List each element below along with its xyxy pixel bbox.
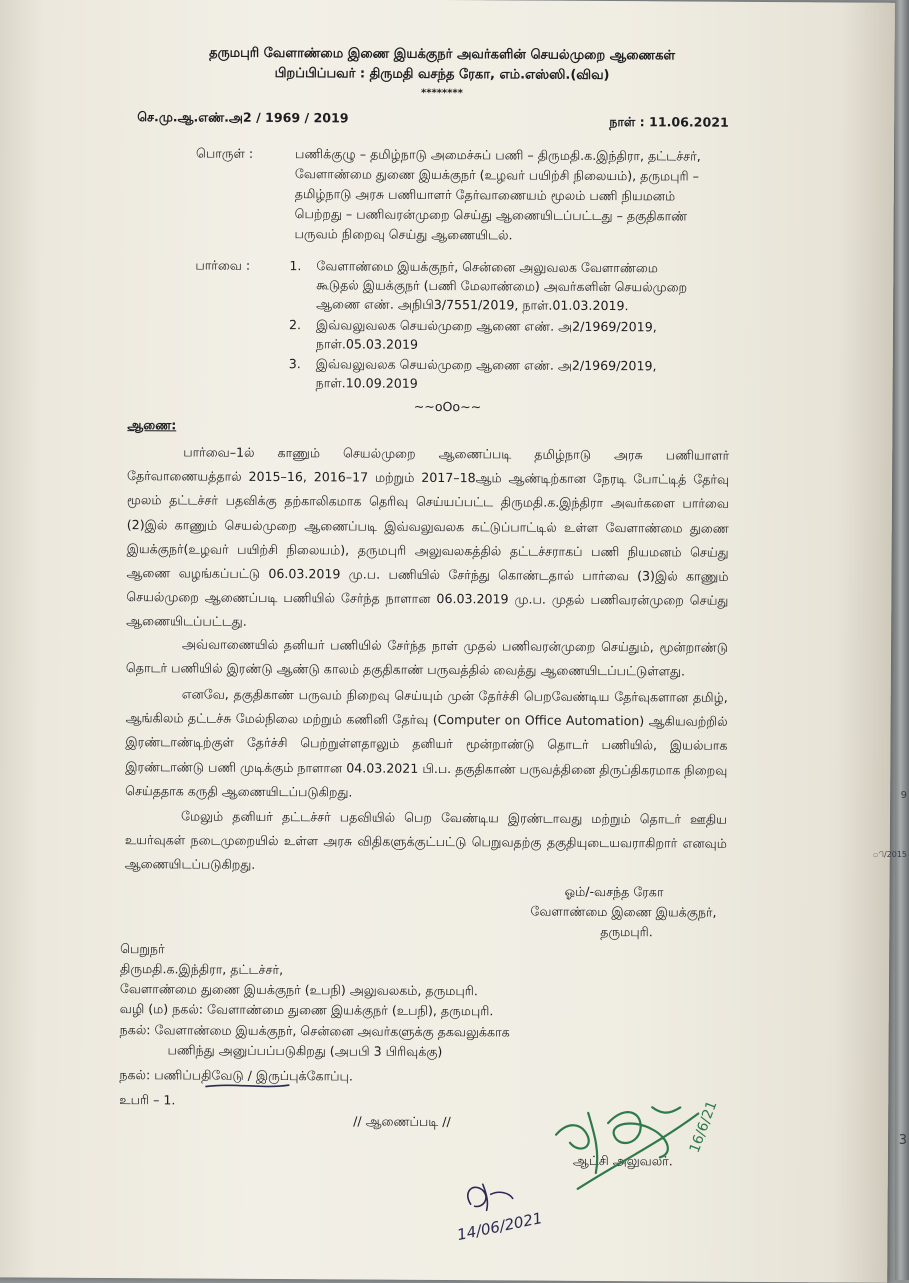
reference-line: வேளாண்மை இயக்குநர், சென்னை அலுவலக வேளாண்மை <box>316 258 658 276</box>
handwritten-date-text: 14/06/2021 <box>455 1208 544 1245</box>
signatory-designation: வேளாண்மை இணை இயக்குநர், <box>530 903 717 920</box>
copy-line: பணிந்து அனுப்பப்படுகிறது (அபபி 3 பிரிவுக்கு) <box>167 1042 443 1060</box>
section-divider: ~~oOo~~ <box>413 398 482 415</box>
reference-line: நாள்.10.09.2019 <box>315 375 418 391</box>
office-signatory: ஆட்சி அலுவலர். <box>572 1152 673 1169</box>
reference-line: ஆணை எண். அநிபி3/7551/2019, நாள்.01.03.2019. <box>316 296 629 314</box>
spare-copy-line: உபரி – 1. <box>119 1092 176 1108</box>
reference-line: கூடுதல் இயக்குநர் (பணி மேலாண்மை) அவர்களின் செயல்முறை <box>316 277 688 295</box>
copy-line: நகல்: வேளாண்மை இயக்குநர், சென்னை அவர்களுக்கு தகவலுக்காக <box>119 1022 510 1040</box>
references-label: பார்வை : <box>195 257 251 273</box>
issuer-line: பிறப்பிப்பவர் : திருமதி வசந்த ரேகா, எம்.எஸ்ஸி.(விவ) <box>274 65 610 84</box>
recipient-label: பெறுநர் <box>120 941 165 957</box>
edge-mark: 3 <box>898 1133 907 1148</box>
order-heading: ஆணை: <box>127 417 177 433</box>
handwritten-date-signature <box>452 1178 592 1259</box>
reference-number-2: 2. <box>288 317 302 333</box>
via-copy-line: வழி (ம) நகல்: வேளாண்மை துணை இயக்குநர் (உபநி), தருமபுரி. <box>119 1001 494 1019</box>
document-title: தருமபுரி வேளாண்மை இணை இயக்குநர் அவர்களின் செயல்முறை ஆணைகள் <box>209 45 676 64</box>
stamp-date-text: 16/6/21 <box>686 1098 721 1155</box>
reference-number: செ.மு.ஆ.எண்.அ2 / 1969 / 2019 <box>137 109 349 126</box>
hand-underline-mark <box>203 1081 293 1092</box>
file-copy-line: நகல்: பணிப்பதிவேடு / இருப்புக்கோப்பு. <box>119 1067 354 1084</box>
edge-mark: ி/2015 <box>872 850 907 859</box>
signatory-place: தருமபுரி. <box>600 923 653 940</box>
recipient-line: திருமதி.க.இந்திரா, தட்டச்சர், <box>120 961 284 978</box>
reference-number-3: 3. <box>288 356 301 372</box>
subject-label: பொருள் : <box>196 145 254 161</box>
signatory-name: ஓம்/-வசந்த ரேகா <box>564 883 664 900</box>
reference-line: இவ்வலுவலக செயல்முறை ஆணை எண். அ2/1969/2019, <box>315 317 657 335</box>
reference-number-1: 1. <box>289 258 302 274</box>
subject-line: பணிக்குழு – தமிழ்நாடு அமைச்சுப் பணி – திருமதி.க.இந்திரா, தட்டச்சர், <box>295 146 701 164</box>
order-paragraph-4: மேலும் தனியர் தட்டச்சர் பதவியில் பெற வேண்டிய இரண்டாவது மற்றும் தொடர் ஊதிய உயர்வுகள் நடைமுறையில் உள்ள அரசு விதிகளுக்குட்பட்டு பெறுவதற்கு தகுதியுடையவராகிறார் எனவும் ஆணையிடப்படுகிறது. <box>124 808 728 873</box>
order-paragraph-3: எனவே, தகுதிகாண் பருவம் நிறைவு செய்யும் முன் தேர்ச்சி பெறவேண்டிய தேர்வுகளான தமிழ், ஆங்கிலம் தட்டச்சு மேல்நிலை மற்றும் கணினி தேர்வு (Computer on Office Automation) ஆகியவற்றில் இரண்டாண்டிற்குள் தேர்ச்சி பெற்றுள்ளதாலும் தனியர் மூன்றாண்டு தொடர் பணியில், இயல்பாக இரண்டாண்டு பணி முடிக்கும் நாளான 04.03.2021 பி.ப. தகுதிகாண் பருவத்தினை திருப்திகரமாக நிறைவு செய்ததாக கருதி ஆணையிடப்படுகிறது. <box>125 686 728 800</box>
recipient-line: வேளாண்மை துணை இயக்குநர் (உபநி) அலுவலகம், தருமபுரி. <box>119 981 478 999</box>
order-paragraph-1: பார்வை–1ல் காணும் செயல்முறை ஆணைப்படி தமிழ்நாடு அரசு பணியாளர் தேர்வாணையத்தால் 2015–16, 2016–17 மற்றும் 2017–18ஆம் ஆண்டிற்கான நேரடி போட்டித் தேர்வு மூலம் தட்டச்சர் பதவிக்கு தற்காலிகமாக தெரிவு செய்யப்பட்ட திருமதி.க.இந்திரா அவர்களை பார்வை (2)இல் காணும் செயல்முறை ஆணைப்படி இவ்வலுவலக கட்டுப்பாட்டில் உள்ள வேளாண்மை துணை இயக்குநர்(உழவர் பயிற்சி நிலையம்), தருமபுரி அலுவலகத்தில் தட்டச்சராகப் பணி நியமனம் செய்து ஆணை வழங்கப்பட்டு 06.03.2019 மு.ப. பணியில் சேர்ந்து கொண்டதால் பார்வை (3)இல் காணும் செயல்முறை ஆணைப்படி பணியில் சேர்ந்த நாளான 06.03.2019 மு.ப. முதல் பணிவரன்முறை செய்து ஆணையிடப்பட்டது. <box>126 444 730 630</box>
true-copy-line: // ஆணைப்படி // <box>353 1113 451 1130</box>
reference-line: நாள்.05.03.2019 <box>315 336 419 352</box>
reference-line: இவ்வலுவலக செயல்முறை ஆணை எண். அ2/1969/2019, <box>315 356 657 374</box>
subject-line: வேளாண்மை துணை இயக்குநர் (உழவர் பயிற்சி நிலையம்), தருமபுரி – <box>294 166 699 184</box>
subject-line: தமிழ்நாடு அரசு பணியாளர் தேர்வாணையம் மூலம் பணி நியமனம் <box>294 186 676 204</box>
order-paragraph-2: அவ்வாணையில் தனியர் பணியில் சேர்ந்த நாள் முதல் பணிவரன்முறை செய்தும், மூன்றாண்டு தொடர் பணியில் இரண்டு ஆண்டு காலம் தகுதிகாண் பருவத்தில் வைத்து ஆணையிடப்பட்டுள்ளது. <box>125 636 729 679</box>
background-edge <box>872 0 909 1280</box>
stars-divider: ******** <box>420 87 463 100</box>
subject-line: பெற்றது – பணிவரன்முறை செய்து ஆணையிடப்பட்டது – தகுதிகாண் <box>294 206 688 224</box>
edge-mark: 9 <box>900 790 907 801</box>
subject-line: பருவம் நிறைவு செய்து ஆணையிடல். <box>294 226 513 243</box>
order-date: நாள் : 11.06.2021 <box>609 114 729 130</box>
